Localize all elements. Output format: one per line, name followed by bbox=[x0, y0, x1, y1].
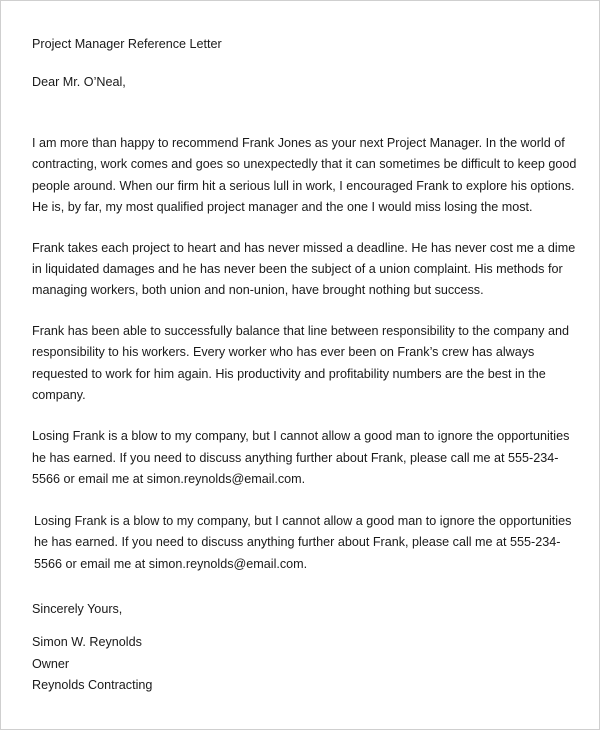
paragraph-balance: Frank has been able to successfully balance that line between responsibility to the company and responsibility to his workers. Every worker who has ever been on Frank’s crew has always requested to work for him again. His productivity and profitability numbers are the best in the company. bbox=[32, 323, 569, 403]
paragraph-contact: Losing Frank is a blow to my company, but I cannot allow a good man to ignore the opportunities he has earned. If you need to discuss anything further about Frank, please call me at 555-234-5566 or email me at simon.reynolds@email.com. bbox=[32, 429, 570, 487]
salutation: Dear Mr. O’Neal, bbox=[32, 75, 126, 89]
paragraph-contact-repeat: Losing Frank is a blow to my company, but I cannot allow a good man to ignore the opportunities he has earned. If you need to discuss anything further about Frank, please call me at 555-234-5566 or email me at simon.reynolds@email.com. bbox=[34, 513, 572, 571]
closing: Sincerely Yours, bbox=[32, 601, 123, 616]
signer-company: Reynolds Contracting bbox=[32, 678, 153, 693]
paragraph-reliability: Frank takes each project to heart and has never missed a deadline. He has never cost me a dime in liquidated damages and he has never been the subject of a union complaint. His methods for managing workers, both union and non-union, have brought nothing but success. bbox=[32, 240, 576, 298]
signer-role: Owner bbox=[32, 656, 70, 671]
signer-name: Simon W. Reynolds bbox=[32, 635, 142, 650]
signature-block bbox=[32, 632, 577, 696]
letter-title: Project Manager Reference Letter bbox=[32, 37, 222, 51]
paragraph-recommendation: I am more than happy to recommend Frank Jones as your next Project Manager. In the world of contracting, work comes and goes so unexpectedly that it can sometimes be difficult to keep good people around. When our firm hit a serious lull in work, I encouraged Frank to explore his options. He is, by far, my most qualified project manager and the one I would miss losing the most. bbox=[32, 136, 577, 215]
reference-letter bbox=[32, 35, 577, 697]
